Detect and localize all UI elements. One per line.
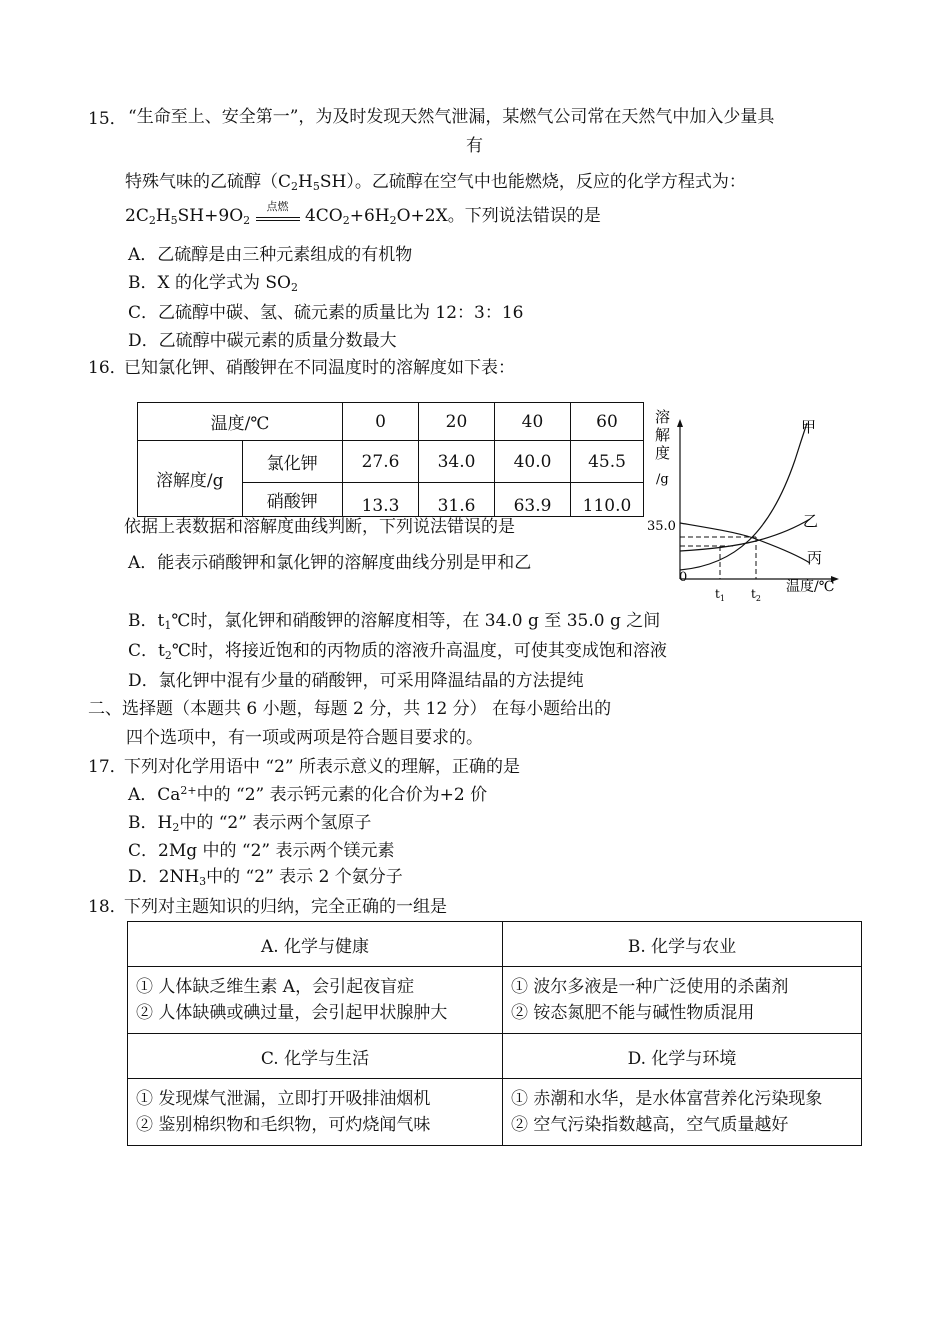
topic-line: ② 鉴别棉织物和毛织物，可灼烧闻气味 <box>136 1115 431 1135</box>
q16-number: 16． <box>88 358 127 378</box>
text-part: 中的 “2” 表示 2 个氨分子 <box>206 867 403 887</box>
section2-line1: 二、选择题（本题共 6 小题，每题 2 分，共 12 分） 在每小题给出的 <box>88 699 612 719</box>
table-cell: 13.3 <box>343 483 419 517</box>
y-tick-label: 35.0 <box>647 519 676 534</box>
topic-content <box>503 967 862 1034</box>
text-part: 特殊气味的乙硫醇（C <box>125 172 292 192</box>
x-axis-label: 温度/℃ <box>786 579 835 595</box>
text-part: A．Ca <box>128 785 181 805</box>
subscript: 2 <box>148 214 156 227</box>
table-row-name: 硝酸钾 <box>242 483 343 517</box>
text-part: C．t <box>128 641 165 661</box>
text-part: 中的 “2” 表示钙元素的化合价为+2 价 <box>196 785 488 805</box>
subscript: 5 <box>312 180 320 193</box>
solubility-table <box>137 402 644 517</box>
text-part: +6H <box>349 206 390 226</box>
subscript: 2 <box>389 214 397 227</box>
text-part: O+2X。下列说法错误的是 <box>396 206 601 226</box>
topic-line: ① 赤潮和水华，是水体富营养化污染现象 <box>511 1089 823 1109</box>
q16-option-c <box>128 640 667 662</box>
subscript: 2 <box>243 214 251 227</box>
text-part: ℃时，氯化钾和硝酸钾的溶解度相等，在 34.0 g 至 35.0 g 之间 <box>171 611 661 631</box>
origin-label: 0 <box>679 570 688 585</box>
curve-label-jia: 甲 <box>801 418 817 436</box>
y-label-char: 解 <box>655 426 671 444</box>
topic-title: B. 化学与农业 <box>503 922 862 967</box>
subscript: 2 <box>172 821 180 834</box>
table-header-cell: 0 <box>343 403 419 441</box>
table-cell: 110.0 <box>571 483 644 517</box>
subscript: 2 <box>291 180 299 193</box>
q16-option-b <box>128 610 660 632</box>
solubility-curve-graph <box>645 405 850 605</box>
q17-option-a <box>128 784 487 806</box>
text-part: H <box>298 172 313 192</box>
text-part: 中的 “2” 表示两个氢原子 <box>179 813 372 833</box>
topic-title: D. 化学与环境 <box>503 1034 862 1079</box>
table-cell: 40.0 <box>495 441 571 483</box>
y-label-char: 溶 <box>655 408 671 426</box>
text-part: SH+9O <box>177 206 244 226</box>
table-header-cell: 60 <box>571 403 644 441</box>
text-part: B．t <box>128 611 165 631</box>
curve-label-bing: 丙 <box>807 549 823 567</box>
text-part: 4CO <box>304 206 343 226</box>
q16-option-d: D．氯化钾中混有少量的硝酸钾，可采用降温结晶的方法提纯 <box>128 671 584 691</box>
text-part: B．X 的化学式为 SO <box>128 273 291 293</box>
table-header-temp: 温度/℃ <box>138 403 343 441</box>
topic-title: A. 化学与健康 <box>128 922 503 967</box>
q17-number: 17． <box>88 757 127 777</box>
q16-option-a: A．能表示硝酸钾和氯化钾的溶解度曲线分别是甲和乙 <box>128 553 532 573</box>
topic-line: ② 人体缺碘或碘过量，会引起甲状腺肿大 <box>136 1003 448 1023</box>
topic-title: C. 化学与生活 <box>128 1034 503 1079</box>
curve-label-yi: 乙 <box>803 512 819 530</box>
q15-number: 15． <box>88 109 127 129</box>
text-part: D．2NH <box>128 867 200 887</box>
q16-judge: 依据上表数据和溶解度曲线判断，下列说法错误的是 <box>124 517 515 537</box>
q15-option-b <box>128 272 298 294</box>
q15-option-c: C．乙硫醇中碳、氢、硫元素的质量比为 12：3：16 <box>128 303 524 323</box>
q15-option-a: A．乙硫醇是由三种元素组成的有机物 <box>128 245 413 265</box>
q16-stem: 已知氯化钾、硝酸钾在不同温度时的溶解度如下表： <box>124 358 515 378</box>
t2-label: $t_2$ <box>751 587 761 603</box>
text-part: 2C <box>125 206 149 226</box>
q15-option-d: D．乙硫醇中碳元素的质量分数最大 <box>128 331 397 351</box>
subscript: 2 <box>342 214 350 227</box>
q15-intro-line1: “生命至上、安全第一”，为及时发现天然气泄漏，某燃气公司常在天然气中加入少量具 <box>128 107 775 127</box>
table-row-name: 氯化钾 <box>242 441 343 483</box>
q17-stem: 下列对化学用语中 “2” 所表示意义的理解，正确的是 <box>124 757 521 777</box>
text-part: ℃时，将接近饱和的丙物质的溶液升高温度，可使其变成饱和溶液 <box>171 641 667 661</box>
text-part: SH）。乙硫醇在空气中也能燃烧，反应的化学方程式为： <box>319 172 746 192</box>
curve-jia <box>680 423 807 570</box>
t1-label: $t_1$ <box>715 587 725 603</box>
q18-stem: 下列对主题知识的归纳，完全正确的一组是 <box>124 897 447 917</box>
topic-content <box>503 1079 862 1146</box>
q18-number: 18． <box>88 897 127 917</box>
table-cell: 63.9 <box>495 483 571 517</box>
q15-intro-wrap: 有 <box>466 136 483 156</box>
text-part: H <box>155 206 171 226</box>
q15-equation <box>125 200 601 227</box>
y-unit: /g <box>656 472 669 487</box>
topic-line: ② 铵态氮肥不能与碱性物质混用 <box>511 1003 755 1023</box>
y-label-char: 度 <box>655 444 671 462</box>
topic-content <box>128 1079 503 1146</box>
topic-content <box>128 967 503 1034</box>
section2-line2: 四个选项中，有一项或两项是符合题目要求的。 <box>126 728 483 748</box>
q15-intro-line2 <box>125 171 746 193</box>
topic-line: ① 波尔多液是一种广泛使用的杀菌剂 <box>511 977 789 997</box>
table-cell: 31.6 <box>419 483 495 517</box>
subscript: 5 <box>170 214 178 227</box>
topic-line: ② 空气污染指数越高，空气质量越好 <box>511 1115 789 1135</box>
topic-line: ① 发现煤气泄漏，立即打开吸排油烟机 <box>136 1089 431 1109</box>
table-cell: 34.0 <box>419 441 495 483</box>
text-part: B．H <box>128 813 173 833</box>
q17-option-c: C．2Mg 中的 “2” 表示两个镁元素 <box>128 841 395 861</box>
table-header-cell: 40 <box>495 403 571 441</box>
reaction-condition: 点燃 <box>266 200 289 213</box>
q17-option-d <box>128 866 403 888</box>
y-axis-arrow <box>677 419 683 427</box>
topic-line: ① 人体缺乏维生素 A，会引起夜盲症 <box>136 977 415 997</box>
table-cell: 27.6 <box>343 441 419 483</box>
superscript: 2+ <box>180 784 197 797</box>
table-cell: 45.5 <box>571 441 644 483</box>
table-header-cell: 20 <box>419 403 495 441</box>
subscript: 2 <box>164 649 172 662</box>
reaction-arrow <box>256 200 300 221</box>
subscript: 2 <box>291 281 298 294</box>
topics-table <box>127 921 862 1146</box>
table-row-label: 溶解度/g <box>138 441 243 517</box>
subscript: 3 <box>199 875 207 888</box>
q17-option-b <box>128 812 371 834</box>
subscript: 1 <box>164 619 172 632</box>
